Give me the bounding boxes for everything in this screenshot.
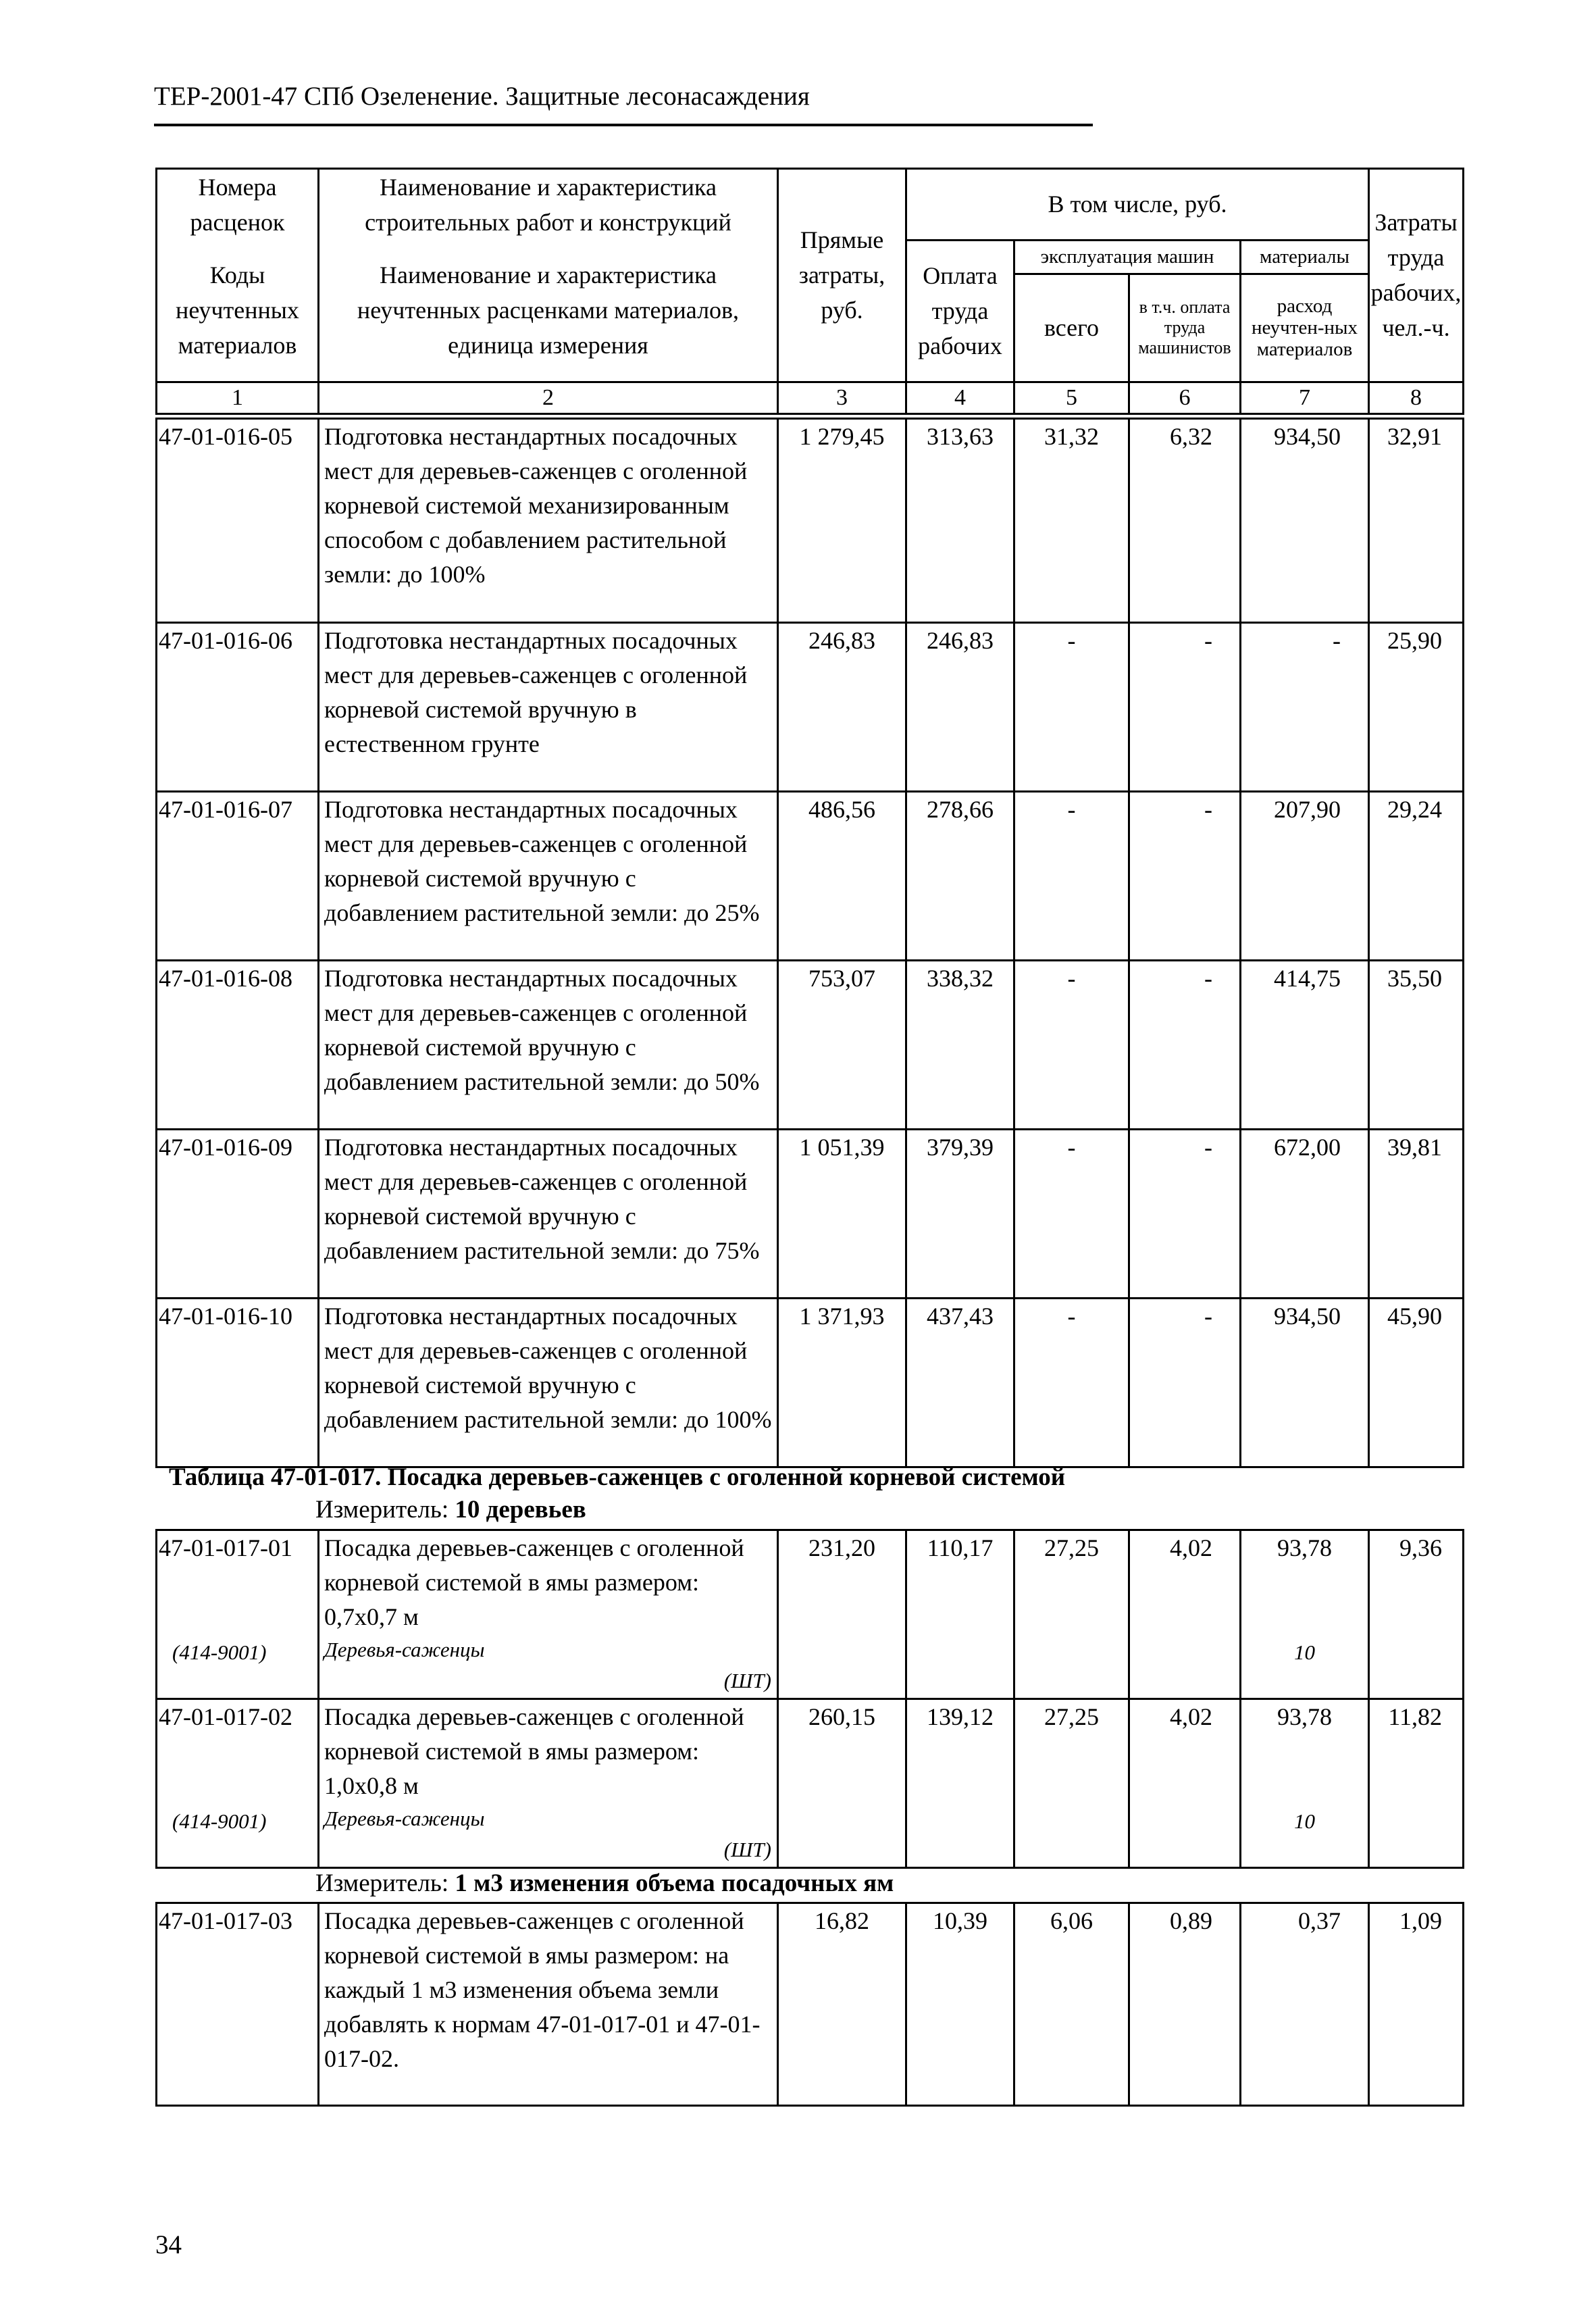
rate-name-cell [319, 1530, 778, 1699]
material-quantity: 10 [1294, 1640, 1315, 1664]
labor-hours: 45,90 [1369, 1299, 1464, 1467]
measurement-unit-prefix: Измеритель: [315, 1869, 449, 1897]
measurement-unit-value: 10 деревьев [455, 1496, 586, 1524]
header-col5: всего [1014, 274, 1129, 382]
table-header [155, 168, 1464, 415]
column-number: 3 [778, 382, 906, 413]
machinist-labor-cost: 6,32 [1129, 419, 1241, 623]
column-number: 4 [906, 382, 1014, 413]
material-unit: (ШТ) [723, 1838, 771, 1861]
direct-cost: 260,15 [778, 1699, 906, 1868]
material-cost: 672,00 [1241, 1130, 1369, 1299]
table-row [157, 1299, 1464, 1467]
material-cost: 0,37 [1241, 1903, 1369, 2106]
title-rule [154, 124, 1093, 126]
direct-cost: 231,20 [778, 1530, 906, 1699]
material-quantity: 10 [1294, 1809, 1315, 1833]
rate-code: 47-01-017-03 [157, 1903, 319, 2106]
machinist-labor-cost: - [1129, 792, 1241, 961]
header-col6: в т.ч. оплата труда машинистов [1129, 274, 1241, 382]
rate-code: 47-01-017-02 [159, 1703, 292, 1730]
material-cost: 93,78 [1277, 1703, 1332, 1730]
machinist-labor-cost: 4,02 [1129, 1699, 1241, 1868]
header-machines: эксплуатация машин [1014, 240, 1241, 274]
column-number: 5 [1014, 382, 1129, 413]
page-number: 34 [155, 2230, 182, 2259]
labor-hours: 1,09 [1369, 1903, 1464, 2106]
running-title: ТЕР-2001-47 СПб Озеленение. Защитные лесонасаждения [154, 82, 810, 111]
rate-code-cell [157, 1699, 319, 1868]
labor-cost: 246,83 [906, 623, 1014, 792]
material-code: (414-9001) [172, 1809, 267, 1833]
column-number: 2 [319, 382, 778, 413]
machinist-labor-cost: - [1129, 1299, 1241, 1467]
machine-cost: - [1014, 1299, 1129, 1467]
rate-name: Подготовка нестандартных посадочных мест для деревьев-саженцев с оголенной корневой системой механизированным способом с добавлением растительной земли: до 100% [319, 419, 778, 623]
header-col8: Затраты труда рабочих, чел.-ч. [1369, 169, 1464, 382]
machine-cost: 31,32 [1014, 419, 1129, 623]
direct-cost: 1 371,93 [778, 1299, 906, 1467]
labor-cost: 110,17 [906, 1530, 1014, 1699]
table-017-title-text: Посадка деревьев-саженцев с оголенной корневой системой [387, 1463, 1066, 1491]
material-cost: 934,50 [1241, 1299, 1369, 1467]
rates-table-017-a [155, 1529, 1464, 1869]
rate-code: 47-01-016-06 [157, 623, 319, 792]
labor-cost: 139,12 [906, 1699, 1014, 1868]
material-unit: (ШТ) [723, 1669, 771, 1692]
rate-name: Подготовка нестандартных посадочных мест для деревьев-саженцев с оголенной корневой системой вручную с добавлением растительной земли: до 100% [319, 1299, 778, 1467]
material-name: Деревья-саженцы [324, 1807, 485, 1830]
direct-cost: 16,82 [778, 1903, 906, 2106]
rate-code: 47-01-016-10 [157, 1299, 319, 1467]
labor-hours: 11,82 [1369, 1699, 1464, 1868]
material-cost: 207,90 [1241, 792, 1369, 961]
machine-cost: - [1014, 1130, 1129, 1299]
column-number: 8 [1369, 382, 1464, 413]
table-row [157, 1699, 1464, 1868]
direct-cost: 1 051,39 [778, 1130, 906, 1299]
rate-code: 47-01-016-07 [157, 792, 319, 961]
header-col7: расход неучтен-ных материалов [1241, 274, 1369, 382]
rate-code: 47-01-016-09 [157, 1130, 319, 1299]
labor-cost: 338,32 [906, 961, 1014, 1130]
direct-cost: 486,56 [778, 792, 906, 961]
measurement-unit-1 [315, 1495, 586, 1524]
rate-name-cell [319, 1699, 778, 1868]
measurement-unit-prefix: Измеритель: [315, 1496, 449, 1524]
labor-hours: 32,91 [1369, 419, 1464, 623]
material-cell [1241, 1530, 1369, 1699]
labor-cost: 313,63 [906, 419, 1014, 623]
table-017-title [169, 1463, 1065, 1492]
material-cost: 934,50 [1241, 419, 1369, 623]
header-col1-top: Номера расценок [157, 169, 319, 241]
rate-name: Посадка деревьев-саженцев с оголенной корневой системой в ямы размером: 0,7x0,7 м [324, 1534, 744, 1630]
rate-name: Подготовка нестандартных посадочных мест для деревьев-саженцев с оголенной корневой системой вручную в естественном грунте [319, 623, 778, 792]
labor-cost: 278,66 [906, 792, 1014, 961]
machine-cost: 27,25 [1014, 1699, 1129, 1868]
rate-name: Подготовка нестандартных посадочных мест для деревьев-саженцев с оголенной корневой системой вручную с добавлением растительной земли: до 50% [319, 961, 778, 1130]
labor-cost: 437,43 [906, 1299, 1014, 1467]
column-number: 1 [157, 382, 319, 413]
direct-cost: 753,07 [778, 961, 906, 1130]
table-row [157, 623, 1464, 792]
labor-hours: 35,50 [1369, 961, 1464, 1130]
machine-cost: - [1014, 961, 1129, 1130]
rate-name: Подготовка нестандартных посадочных мест для деревьев-саженцев с оголенной корневой системой вручную с добавлением растительной земли: до 25% [319, 792, 778, 961]
material-code: (414-9001) [172, 1640, 267, 1664]
table-017-title-prefix: Таблица 47-01-017. [169, 1463, 382, 1491]
machinist-labor-cost: 4,02 [1129, 1530, 1241, 1699]
column-number: 6 [1129, 382, 1241, 413]
machinist-labor-cost: - [1129, 623, 1241, 792]
labor-hours: 25,90 [1369, 623, 1464, 792]
header-col3: Прямые затраты, руб. [778, 169, 906, 382]
machine-cost: 6,06 [1014, 1903, 1129, 2106]
rate-code-cell [157, 1530, 319, 1699]
rate-name: Посадка деревьев-саженцев с оголенной корневой системой в ямы размером: 1,0x0,8 м [324, 1703, 744, 1799]
machine-cost: 27,25 [1014, 1530, 1129, 1699]
machine-cost: - [1014, 623, 1129, 792]
machinist-labor-cost: - [1129, 961, 1241, 1130]
material-name: Деревья-саженцы [324, 1638, 485, 1661]
material-cost: - [1241, 623, 1369, 792]
material-cost: 414,75 [1241, 961, 1369, 1130]
labor-cost: 10,39 [906, 1903, 1014, 2106]
table-row [157, 419, 1464, 623]
table-row [157, 1530, 1464, 1699]
direct-cost: 1 279,45 [778, 419, 906, 623]
measurement-unit-value: 1 м3 изменения объема посадочных ям [455, 1869, 894, 1897]
table-row [157, 1130, 1464, 1299]
rate-name: Посадка деревьев-саженцев с оголенной корневой системой в ямы размером: на каждый 1 м3 изменения объема земли добавлять к нормам 47-01-017-01 и 47-01-017-02. [319, 1903, 778, 2106]
header-col4: Оплата труда рабочих [906, 240, 1014, 382]
machinist-labor-cost: 0,89 [1129, 1903, 1241, 2106]
table-row [157, 961, 1464, 1130]
header-col2-bottom: Наименование и характеристика неучтенных расценками материалов, единица измерения [319, 240, 778, 382]
header-col1-bottom: Коды неучтенных материалов [157, 240, 319, 382]
table-row [157, 1903, 1464, 2106]
machine-cost: - [1014, 792, 1129, 961]
rate-code: 47-01-017-01 [159, 1534, 292, 1561]
rates-table-016 [155, 418, 1464, 1468]
rate-code: 47-01-016-05 [157, 419, 319, 623]
labor-hours: 29,24 [1369, 792, 1464, 961]
machinist-labor-cost: - [1129, 1130, 1241, 1299]
rate-code: 47-01-016-08 [157, 961, 319, 1130]
labor-cost: 379,39 [906, 1130, 1014, 1299]
material-cell [1241, 1699, 1369, 1868]
column-number: 7 [1241, 382, 1369, 413]
header-group: В том числе, руб. [906, 169, 1369, 241]
header-col2-top: Наименование и характеристика строительных работ и конструкций [319, 169, 778, 241]
measurement-unit-2 [315, 1869, 894, 1898]
material-cost: 93,78 [1277, 1534, 1332, 1561]
labor-hours: 9,36 [1369, 1530, 1464, 1699]
labor-hours: 39,81 [1369, 1130, 1464, 1299]
direct-cost: 246,83 [778, 623, 906, 792]
header-materials: материалы [1241, 240, 1369, 274]
rates-table-017-b [155, 1902, 1464, 2107]
rate-name: Подготовка нестандартных посадочных мест для деревьев-саженцев с оголенной корневой системой вручную с добавлением растительной земли: до 75% [319, 1130, 778, 1299]
table-row [157, 792, 1464, 961]
